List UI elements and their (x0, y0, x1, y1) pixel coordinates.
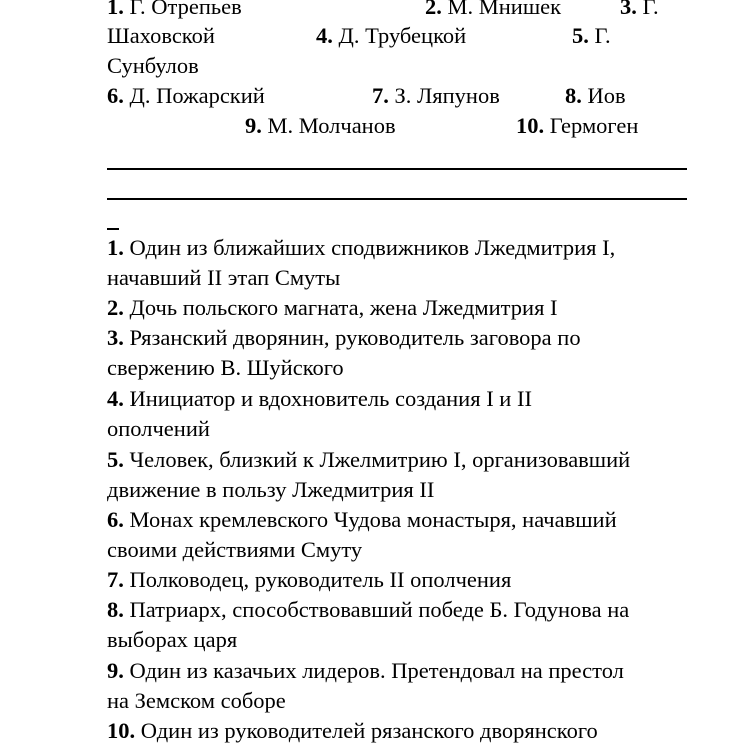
description-1-line-2: начавший II этап Смуты (107, 265, 341, 290)
description-7-line-1: 7. Полководец, руководитель II ополчения (107, 567, 512, 592)
name-item-4: 4. Д. Трубецкой (316, 23, 467, 48)
name-item-9: 9. М. Молчанов (245, 113, 396, 138)
description-5-line-2: движение в пользу Лжедмитрия II (107, 477, 435, 502)
description-5-line-1: 5. Человек, близкий к Лжелмитрию I, организовавший (107, 447, 631, 472)
name-item-3-cont: Шаховской (107, 23, 215, 48)
description-10-line-1: 10. Один из руководителей рязанского дворянского (107, 718, 598, 743)
description-4-line-1: 4. Инициатор и вдохновитель создания I и II (107, 386, 532, 411)
description-9-line-2: на Земском соборе (107, 688, 286, 713)
description-8-line-1: 8. Патриарх, способствовавший победе Б. Годунова на (107, 597, 630, 622)
description-4-line-2: ополчений (107, 416, 210, 441)
description-3-line-2: свержению В. Шуйского (107, 355, 344, 380)
name-item-5: 5. Г. (572, 23, 611, 48)
description-3-line-1: 3. Рязанский дворянин, руководитель заговора по (107, 325, 581, 350)
description-9-line-1: 9. Один из казачьих лидеров. Претендовал на престол (107, 658, 624, 683)
description-2-line-1: 2. Дочь польского магната, жена Лжедмитрия I (107, 295, 558, 320)
answer-line-1 (107, 168, 687, 170)
name-item-1: 1. Г. Отрепьев (107, 0, 242, 19)
answer-line-3 (107, 228, 119, 230)
name-item-5-cont: Сунбулов (107, 53, 199, 78)
name-item-2: 2. М. Мнишек (425, 0, 562, 19)
name-item-3: 3. Г. (620, 0, 659, 19)
description-6-line-1: 6. Монах кремлевского Чудова монастыря, начавший (107, 507, 617, 532)
name-item-8: 8. Иов (565, 83, 626, 108)
description-1-line-1: 1. Один из ближайших сподвижников Лжедмитрия I, (107, 235, 616, 260)
name-item-10: 10. Гермоген (516, 113, 639, 138)
name-item-7: 7. З. Ляпунов (372, 83, 500, 108)
name-item-6: 6. Д. Пожарский (107, 83, 265, 108)
description-6-line-2: своими действиями Смуту (107, 537, 363, 562)
description-8-line-2: выборах царя (107, 627, 238, 652)
answer-line-2 (107, 198, 687, 200)
